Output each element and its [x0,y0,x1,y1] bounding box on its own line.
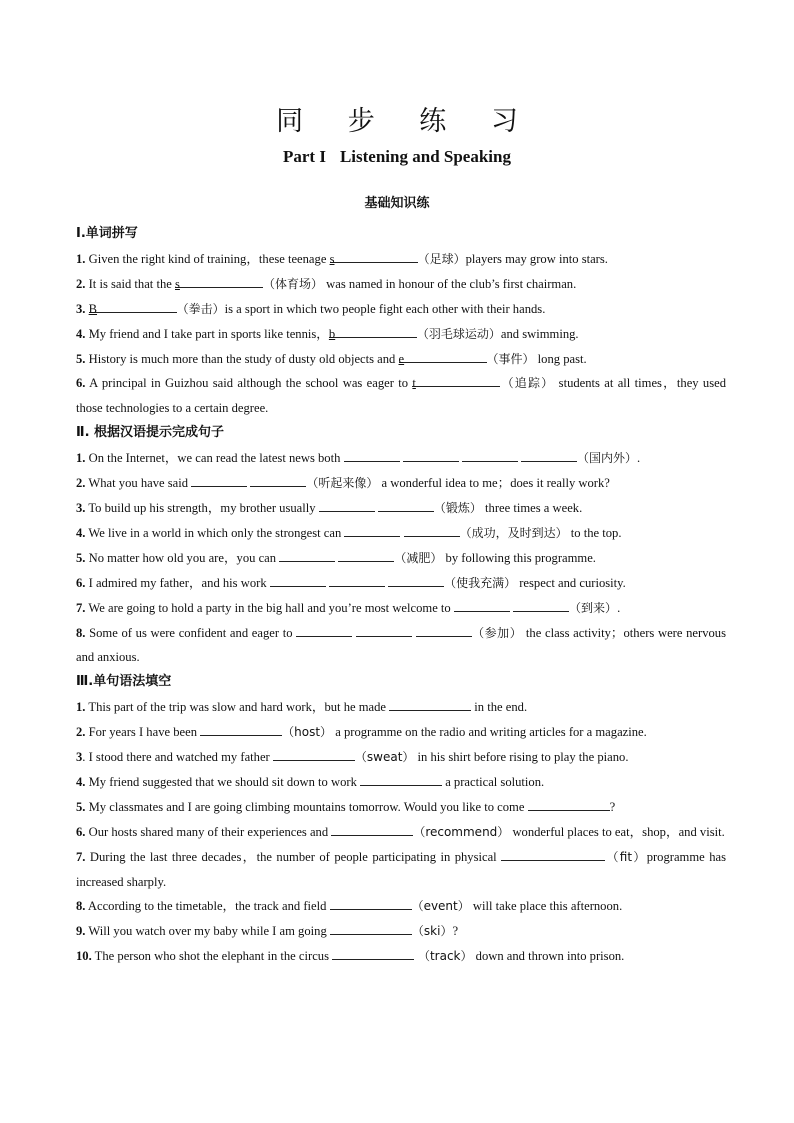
item-number: 4. [76,774,86,789]
item-text: My friend suggested that we should sit down to work [85,774,361,789]
list-item [76,745,726,770]
section-3-list [76,695,726,969]
item-text: down and thrown into prison. [472,949,625,964]
answer-blank[interactable] [329,571,385,587]
answer-blank[interactable] [175,272,263,291]
answer-blank[interactable] [319,496,375,512]
item-text: For years I have been [85,725,201,740]
answer-blank[interactable] [273,745,355,761]
given-word: （host） [282,725,333,740]
item-text: the class activity；others were nervous and anxious. [76,625,726,665]
item-number: 2. [76,476,86,491]
item-text: No matter how old you are，you can [85,550,280,565]
page-title: 同 步 练 习 [276,106,536,137]
item-text: respect and curiosity. [516,575,626,590]
answer-blank[interactable] [416,621,472,637]
answer-blank[interactable] [454,596,510,612]
item-text: a wonderful idea to me；does it really work? [378,476,610,491]
list-item [76,521,726,546]
item-text: Our hosts shared many of their experiences and [85,824,332,839]
section-3-heading: Ⅲ.单句语法填空 [76,674,172,690]
item-text: On the Internet，we can read the latest news both [85,451,344,466]
answer-blank[interactable] [412,371,500,391]
answer-blank[interactable] [344,446,400,462]
item-text: was named in honour of the club’s first chairman. [323,276,577,291]
item-text: a practical solution. [442,774,545,789]
section-2-list [76,446,726,670]
item-text: to the top. [567,525,622,540]
item-number: 10. [76,949,92,964]
item-text: in his shirt before rising to play the piano. [414,750,629,765]
answer-blank[interactable] [398,347,487,366]
item-number: 5. [76,799,86,814]
list-item [76,596,726,621]
answer-blank[interactable] [344,521,400,537]
answer-blank[interactable] [330,894,412,910]
list-item [76,720,726,745]
list-item [76,297,726,322]
item-text: According to the timetable，the track and field [85,899,330,914]
item-text: The person who shot the elephant in the circus [91,949,333,964]
item-number: 2. [76,276,86,291]
item-text: To build up his strength，my brother usually [85,500,319,515]
item-text: students at all times，they used those technologies to a certain degree. [76,376,726,416]
answer-blank[interactable] [521,446,577,462]
list-item [76,371,726,421]
list-item [76,621,726,671]
chinese-hint: （参加） [471,625,523,640]
answer-blank[interactable] [513,596,569,612]
first-letter: s [329,251,335,266]
item-text: What you have said [85,476,192,491]
list-item [76,894,726,919]
item-text: History is much more than the study of dusty old objects and [85,351,399,366]
given-word: （recommend） [413,824,510,839]
first-letter: b [328,326,336,341]
first-letter: e [398,351,405,366]
item-text: three times a week. [481,500,583,515]
item-text: ? [452,924,459,939]
given-word: （sweat） [354,750,415,765]
item-number: 6. [76,376,86,391]
list-item [76,795,726,820]
chinese-hint: （减肥） [394,550,443,565]
chinese-hint: （追踪） [500,376,555,391]
item-text: a programme on the radio and writing articles for a magazine. [332,725,647,740]
part-number: Part I [283,147,326,166]
chinese-hint: （听起来像） [306,476,379,491]
list-item [76,820,726,845]
answer-blank[interactable] [296,621,352,637]
chinese-hint: （成功，及时到达） [459,525,568,540]
exercise-content [76,222,726,969]
chinese-hint: （足球） [417,251,466,266]
answer-blank[interactable] [279,546,335,562]
chinese-hint: （到来） [569,600,618,615]
item-number: 7. [76,849,86,864]
answer-blank[interactable] [501,845,605,861]
item-text: We live in a world in which only the strongest can [85,525,345,540]
answer-blank[interactable] [330,919,412,935]
item-text: . I stood there and watched my father [82,750,273,765]
answer-blank[interactable] [403,446,459,462]
answer-blank[interactable] [191,471,247,487]
item-number: 6. [76,824,86,839]
item-text: by following this programme. [442,550,596,565]
item-number: 1. [76,251,86,266]
answer-blank[interactable] [360,770,442,786]
answer-blank[interactable] [88,297,177,316]
item-text: players may grow into stars. [465,251,608,266]
first-letter: s [175,276,180,291]
list-item [76,944,726,969]
answer-blank[interactable] [338,546,394,562]
chinese-hint: （事件） [486,351,535,366]
item-text: It is said that the [85,276,175,291]
item-text: Will you watch over my baby while I am going [85,924,330,939]
item-text: A principal in Guizhou said although the school was eager to [85,376,413,391]
section-1-list [76,247,726,421]
answer-blank[interactable] [328,322,417,341]
list-item [76,919,726,944]
item-text: . [617,600,621,615]
item-text: will take place this afternoon. [469,899,623,914]
chinese-hint: （锻炼） [433,500,482,515]
chinese-hint: （国内外） [577,451,638,466]
list-item [76,770,726,795]
item-text: During the last three decades，the number of people participating in physical [85,849,502,864]
given-word: （event） [411,899,470,914]
item-text: long past. [534,351,587,366]
given-word: （track） [414,949,473,964]
item-text: Given the right kind of training，these teenage [85,251,330,266]
item-number: 5. [76,550,86,565]
list-item [76,546,726,571]
list-item [76,247,726,272]
section-2-heading: Ⅱ. 根据汉语提示完成句子 [76,425,225,441]
part-name: Listening and Speaking [339,147,511,166]
item-number: 1. [76,700,86,715]
list-item [76,471,726,496]
part-title [0,147,794,167]
item-number: 7. [76,600,86,615]
item-text: ? [609,799,616,814]
list-item [76,845,726,895]
item-number: 6. [76,575,86,590]
item-number: 5. [76,351,86,366]
answer-blank[interactable] [329,247,418,266]
answer-blank[interactable] [356,621,412,637]
item-number: 1. [76,451,86,466]
chinese-hint: （羽毛球运动） [416,326,501,341]
item-text: programme has increased sharply. [76,849,726,889]
answer-blank[interactable] [250,471,306,487]
item-text: wonderful places to eat，shop，and visit. [509,824,725,839]
answer-blank[interactable] [388,571,444,587]
item-text: My classmates and I are going climbing mountains tomorrow. Would you like to come [85,799,528,814]
given-word: （ski） [411,924,453,939]
answer-blank[interactable] [378,496,434,512]
item-number: 9. [76,924,86,939]
item-text: and swimming. [500,326,579,341]
answer-blank[interactable] [332,944,414,960]
list-item [76,347,726,372]
answer-blank[interactable] [404,521,460,537]
chinese-hint: （体育场） [263,276,324,291]
answer-blank[interactable] [200,720,282,736]
item-number: 2. [76,725,86,740]
item-text: We are going to hold a party in the big hall and you’re most welcome to [85,600,454,615]
answer-blank[interactable] [528,795,610,811]
answer-blank[interactable] [331,820,413,836]
item-text: My friend and I take part in sports like tennis， [85,326,329,341]
list-item [76,496,726,521]
item-text: in the end. [471,700,528,715]
given-word: （fit） [605,849,647,864]
item-number: 3 [76,750,83,765]
first-letter: t [412,376,416,391]
chinese-hint: （拳击） [176,301,225,316]
item-number: 3. [76,500,86,515]
item-text: This part of the trip was slow and hard work，but he made [85,700,390,715]
list-item [76,446,726,471]
item-text: Some of us were confident and eager to [85,625,297,640]
item-text: is a sport in which two people fight each other with their hands. [224,301,546,316]
item-number: 8. [76,625,86,640]
answer-blank[interactable] [389,695,471,711]
item-number: 8. [76,899,86,914]
list-item [76,695,726,720]
item-number: 4. [76,326,86,341]
first-letter: B [88,301,98,316]
section-1-heading: Ⅰ.单词拼写 [76,226,138,241]
exercise-subheading: 基础知识练 [364,196,430,211]
item-text: . [637,451,641,466]
answer-blank[interactable] [462,446,518,462]
item-number: 3. [76,301,86,316]
list-item [76,272,726,297]
item-text: I admired my father，and his work [85,575,270,590]
answer-blank[interactable] [270,571,326,587]
list-item [76,571,726,596]
item-number: 4. [76,525,86,540]
chinese-hint: （使我充满） [444,575,517,590]
list-item [76,322,726,347]
